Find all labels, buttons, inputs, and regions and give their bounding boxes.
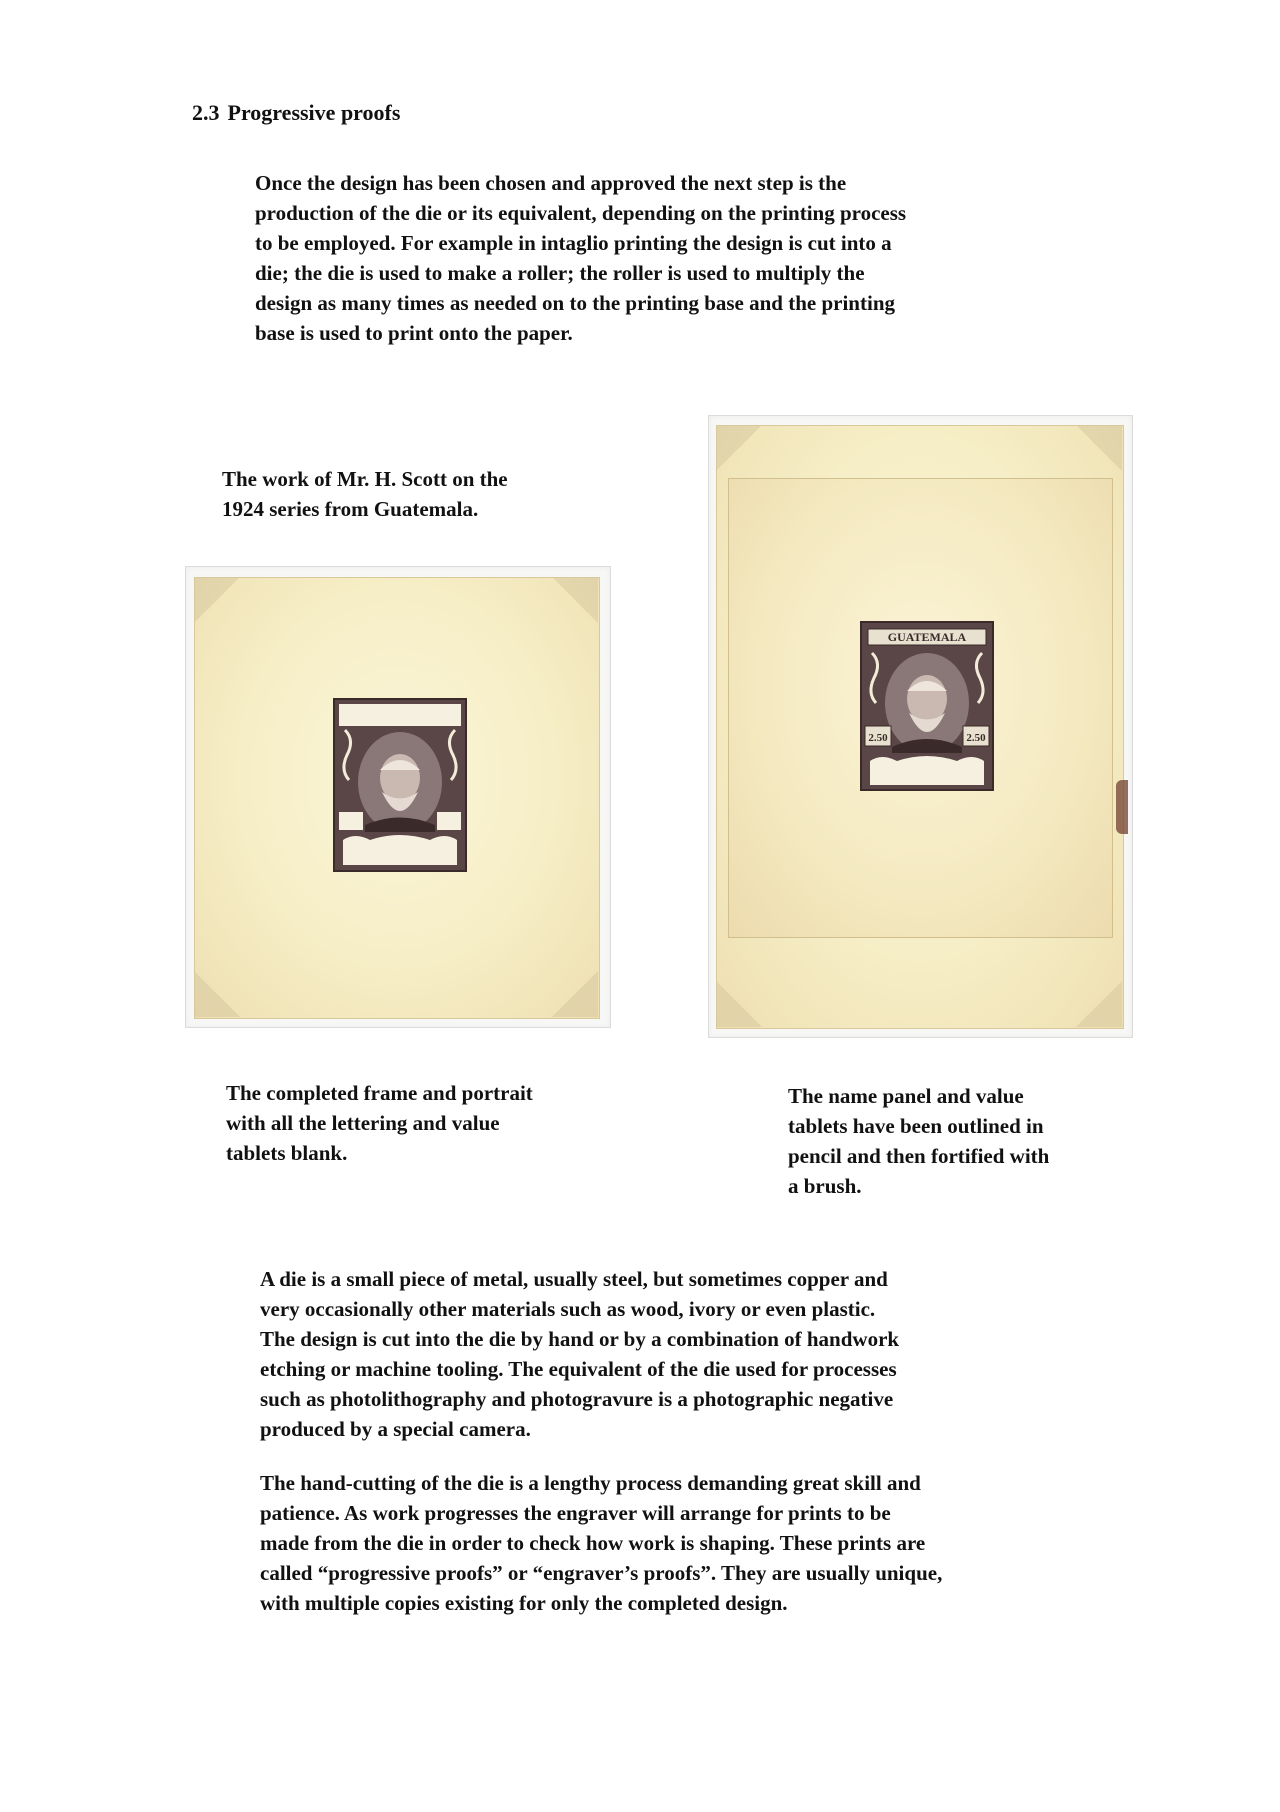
work-caption-line: The work of Mr. H. Scott on the	[222, 467, 508, 491]
intro-line: Once the design has been chosen and approved the next step is the	[255, 171, 847, 195]
body-line: A die is a small piece of metal, usually steel, but sometimes copper and	[260, 1267, 888, 1291]
intro-line: to be employed. For example in intaglio printing the design is cut into a	[255, 231, 892, 255]
right-proof-caption	[788, 1081, 1049, 1201]
stamp-value-left: 2.50	[868, 732, 888, 744]
intro-paragraph	[255, 168, 906, 348]
body-line: patience. As work progresses the engraver will arrange for prints to be	[260, 1501, 891, 1525]
intro-line: production of the die or its equivalent, depending on the printing process	[255, 201, 907, 225]
intro-line: base is used to print onto the paper.	[255, 321, 573, 345]
caption-line: The name panel and value	[788, 1084, 1024, 1108]
caption-line: The completed frame and portrait	[226, 1081, 533, 1105]
intro-line: die; the die is used to make a roller; the roller is used to multiply the	[255, 261, 865, 285]
portrait-stamp-image	[862, 623, 992, 789]
left-proof-caption	[226, 1078, 533, 1168]
body-line: The design is cut into the die by hand or by a combination of handwork	[260, 1327, 900, 1351]
die-paragraph	[260, 1264, 899, 1444]
body-line: with multiple copies existing for only the completed design.	[260, 1591, 788, 1615]
body-line: etching or machine tooling. The equivalent of the die used for processes	[260, 1357, 897, 1381]
section-title: Progressive proofs	[227, 100, 401, 125]
work-caption-line: 1924 series from Guatemala.	[222, 497, 479, 521]
left-stamp-proof	[333, 698, 467, 872]
body-line: produced by a special camera.	[260, 1417, 531, 1441]
intro-line: design as many times as needed on to the printing base and the printing	[255, 291, 895, 315]
stamp-value-right: 2.50	[966, 732, 986, 744]
hand-cutting-paragraph	[260, 1468, 942, 1618]
body-line: made from the die in order to check how work is shaping. These prints are	[260, 1531, 926, 1555]
caption-line: tablets blank.	[226, 1141, 348, 1165]
right-stamp-proof	[860, 621, 994, 791]
caption-line: pencil and then fortified with	[788, 1144, 1050, 1168]
caption-line: a brush.	[788, 1174, 862, 1198]
body-line: The hand-cutting of the die is a lengthy process demanding great skill and	[260, 1471, 921, 1495]
section-number: 2.3	[192, 100, 220, 125]
pencil-mark	[1116, 780, 1128, 834]
caption-line: with all the lettering and value	[226, 1111, 500, 1135]
portrait-stamp-image	[335, 700, 465, 870]
body-line: called “progressive proofs” or “engraver’s proofs”. They are usually unique,	[260, 1561, 943, 1585]
body-line: very occasionally other materials such as wood, ivory or even plastic.	[260, 1297, 876, 1321]
stamp-name-text: GUATEMALA	[887, 630, 967, 644]
body-line: such as photolithography and photogravure is a photographic negative	[260, 1387, 894, 1411]
section-heading	[192, 100, 400, 126]
work-caption	[222, 464, 508, 524]
caption-line: tablets have been outlined in	[788, 1114, 1044, 1138]
